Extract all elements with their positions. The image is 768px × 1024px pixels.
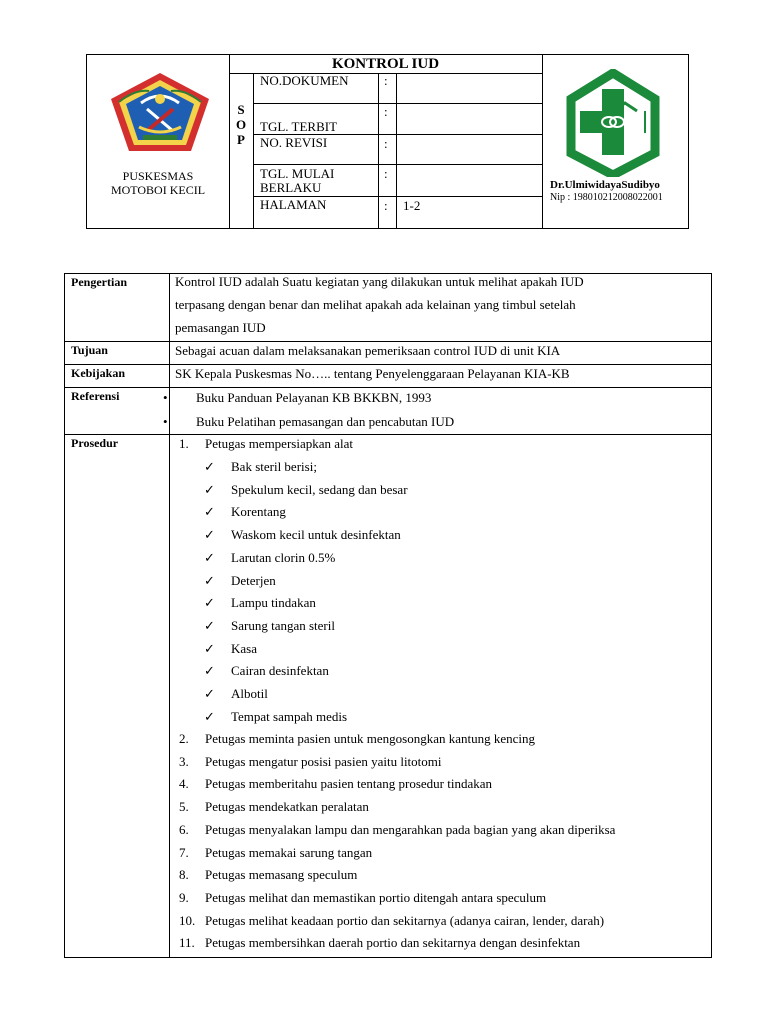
step-text: Petugas mempersiapkan alat — [205, 436, 354, 451]
checkmark-icon: ✓ — [204, 459, 215, 474]
field-colon: : — [384, 104, 388, 119]
bullet-icon: • — [163, 390, 168, 405]
sop-table — [64, 273, 712, 958]
step-text: Petugas melihat keadaan portio dan sekitarnya (adanya cairan, lender, darah) — [205, 912, 605, 928]
kebijakan-text: SK Kepala Puskesmas No….. tentang Penyelenggaraan Pelayanan KIA-KB — [175, 366, 570, 381]
step-text: Petugas mengatur posisi pasien yaitu litotomi — [205, 753, 442, 769]
step-text: Petugas memakai sarung tangan — [205, 844, 373, 860]
pengertian-line: pemasangan IUD — [175, 320, 266, 335]
checklist-item: Lampu tindakan — [231, 595, 316, 611]
pengertian-line: terpasang dengan benar dan melihat apakah ada kelainan yang timbul setelah — [175, 297, 576, 312]
field-colon: : — [384, 73, 388, 88]
checkmark-icon: ✓ — [204, 708, 215, 724]
checkmark-icon: ✓ — [204, 481, 215, 497]
doctor-nip: Nip : 198010212008022001 — [550, 192, 663, 203]
field-colon: : — [384, 166, 388, 181]
health-cross-logo-icon — [565, 69, 661, 177]
field-label-no-dokumen: NO.DOKUMEN — [260, 73, 349, 88]
checklist-item: Deterjen — [231, 572, 276, 588]
step-number: 3. — [179, 753, 189, 769]
step-text: Petugas melihat dan memastikan portio ditengah antara speculum — [205, 889, 547, 905]
row-label-pengertian: Pengertian — [71, 275, 127, 289]
field-label-tgl-terbit: TGL. TERBIT — [260, 119, 338, 134]
document-title: KONTROL IUD — [331, 56, 440, 72]
tujuan-text: Sebagai acuan dalam melaksanakan pemeriksaan control IUD di unit KIA — [175, 343, 561, 358]
institution-line2: MOTOBOI KECIL — [110, 183, 206, 197]
step-text: Petugas menyalakan lampu dan mengarahkan pada bagian yang akan diperiksa — [205, 821, 616, 837]
checklist-item: Bak steril berisi; — [231, 459, 317, 474]
checklist-item: Larutan clorin 0.5% — [231, 549, 336, 565]
bullet-icon: • — [163, 414, 168, 429]
step-number: 4. — [179, 776, 189, 792]
step-text: Petugas mendekatkan peralatan — [205, 799, 369, 815]
step-text: Petugas memasang speculum — [205, 867, 358, 883]
field-colon: : — [384, 198, 388, 213]
regional-emblem-icon — [105, 69, 215, 159]
checkmark-icon: ✓ — [204, 572, 215, 588]
field-label-no-revisi: NO. REVISI — [260, 135, 328, 150]
checkmark-icon: ✓ — [204, 663, 215, 679]
checkmark-icon: ✓ — [204, 527, 215, 543]
checklist-item: Cairan desinfektan — [231, 663, 329, 679]
step-text: Petugas memberitahu pasien tentang prosedur tindakan — [205, 776, 493, 792]
row-label-referensi: Referensi — [71, 389, 120, 403]
field-label-tgl-mulai: TGL. MULAI — [260, 166, 335, 181]
institution-line1: PUSKESMAS — [122, 169, 194, 183]
sop-letter-s: S — [237, 102, 245, 117]
checklist-item: Waskom kecil untuk desinfektan — [231, 527, 401, 543]
step-number: 1. — [179, 436, 189, 451]
checkmark-icon: ✓ — [204, 595, 215, 611]
checklist-item: Tempat sampah medis — [231, 708, 348, 724]
checkmark-icon: ✓ — [204, 504, 215, 520]
institution-name — [87, 169, 229, 197]
step-number: 11. — [179, 935, 195, 951]
step-number: 9. — [179, 889, 189, 905]
step-number: 5. — [179, 799, 189, 815]
step-number: 6. — [179, 821, 189, 837]
checklist-item: Korentang — [231, 504, 286, 520]
row-label-tujuan: Tujuan — [71, 343, 108, 357]
step-text: Petugas membersihkan daerah portio dan sekitarnya dengan desinfektan — [205, 935, 581, 951]
checkmark-icon: ✓ — [204, 617, 215, 633]
checklist-item: Albotil — [231, 686, 268, 701]
field-value-halaman: 1-2 — [403, 198, 421, 213]
step-number: 7. — [179, 844, 189, 860]
field-label-halaman: HALAMAN — [260, 197, 327, 212]
step-number: 10. — [179, 912, 196, 928]
checkmark-icon: ✓ — [204, 640, 215, 656]
referensi-item: Buku Pelatihan pemasangan dan pencabutan IUD — [196, 414, 455, 429]
step-text: Petugas meminta pasien untuk mengosongkan kantung kencing — [205, 731, 535, 746]
field-colon: : — [384, 136, 388, 151]
checklist-item: Spekulum kecil, sedang dan besar — [231, 481, 408, 497]
sop-letters — [235, 102, 247, 147]
sop-header — [86, 54, 689, 229]
row-label-prosedur: Prosedur — [71, 436, 119, 450]
step-number: 2. — [179, 731, 189, 746]
checklist-item: Sarung tangan steril — [231, 617, 335, 633]
doctor-name: Dr.UlmiwidayaSudibyo — [550, 179, 660, 191]
field-label-berlaku: BERLAKU — [260, 180, 322, 195]
checklist-item: Kasa — [231, 640, 257, 656]
row-label-kebijakan: Kebijakan — [71, 366, 126, 380]
checkmark-icon: ✓ — [204, 549, 215, 565]
checkmark-icon: ✓ — [204, 686, 215, 701]
sop-letter-p: P — [237, 132, 245, 147]
pengertian-line: Kontrol IUD adalah Suatu kegiatan yang dilakukan untuk melihat apakah IUD — [175, 274, 584, 289]
step-number: 8. — [179, 867, 189, 883]
referensi-item: Buku Panduan Pelayanan KB BKKBN, 1993 — [196, 390, 432, 405]
sop-letter-o: O — [235, 117, 247, 132]
